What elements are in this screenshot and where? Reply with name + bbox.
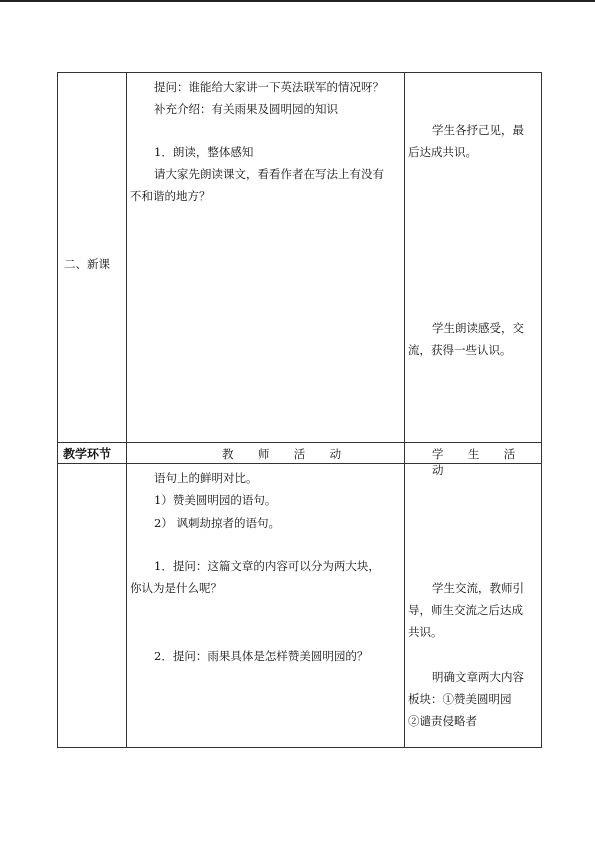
header-col-student: 学 生 活 动 [432,447,526,477]
lesson-table [57,72,542,748]
header-top-border [58,442,541,443]
teacher-line: 你认为是什么呢？ [130,581,222,595]
student-line: 明确文章两大内容 [432,670,524,684]
column-divider-1 [126,73,127,747]
teacher-line: 1）赞美圆明园的语句。 [154,493,277,507]
top-rule [0,0,595,2]
student-line: 学生朗读感受，交 [432,321,524,335]
student-line: 学生交流，教师引 [432,581,524,595]
student-line: ②谴责侵略者 [408,714,477,728]
student-line: 板块：①赞美圆明园 [408,692,512,706]
student-line: 流，获得一些认识。 [408,343,512,357]
student-line: 共识。 [408,625,443,639]
section-label: 二、新课 [64,257,110,271]
teacher-line: 1．提问：这篇文章的内容可以分为两大块， [154,559,380,573]
teacher-line: 2．提问：雨果具体是怎样赞美圆明园的？ [154,649,369,663]
teacher-line: 语句上的鲜明对比。 [154,471,258,485]
teacher-line: 请大家先朗读课文，看看作者在写法上有没有 [154,167,384,181]
teacher-line: 补充介绍：有关雨果及圆明园的知识 [154,102,338,116]
teacher-line: 2） 讽刺劫掠者的语句。 [154,516,280,530]
column-divider-2 [404,73,405,747]
teacher-line: 1．朗读，整体感知 [154,145,254,159]
header-col-teacher: 教 师 活 动 [222,447,352,461]
teacher-line: 提问：谁能给大家讲一下英法联军的情况呀？ [154,80,384,94]
teacher-line: 不和谐的地方？ [130,189,211,203]
student-line: 导，师生交流之后达成 [408,603,523,617]
student-line: 后达成共识。 [408,145,477,159]
student-line: 学生各抒己见，最 [432,123,524,137]
header-col-section: 教学环节 [63,447,112,461]
